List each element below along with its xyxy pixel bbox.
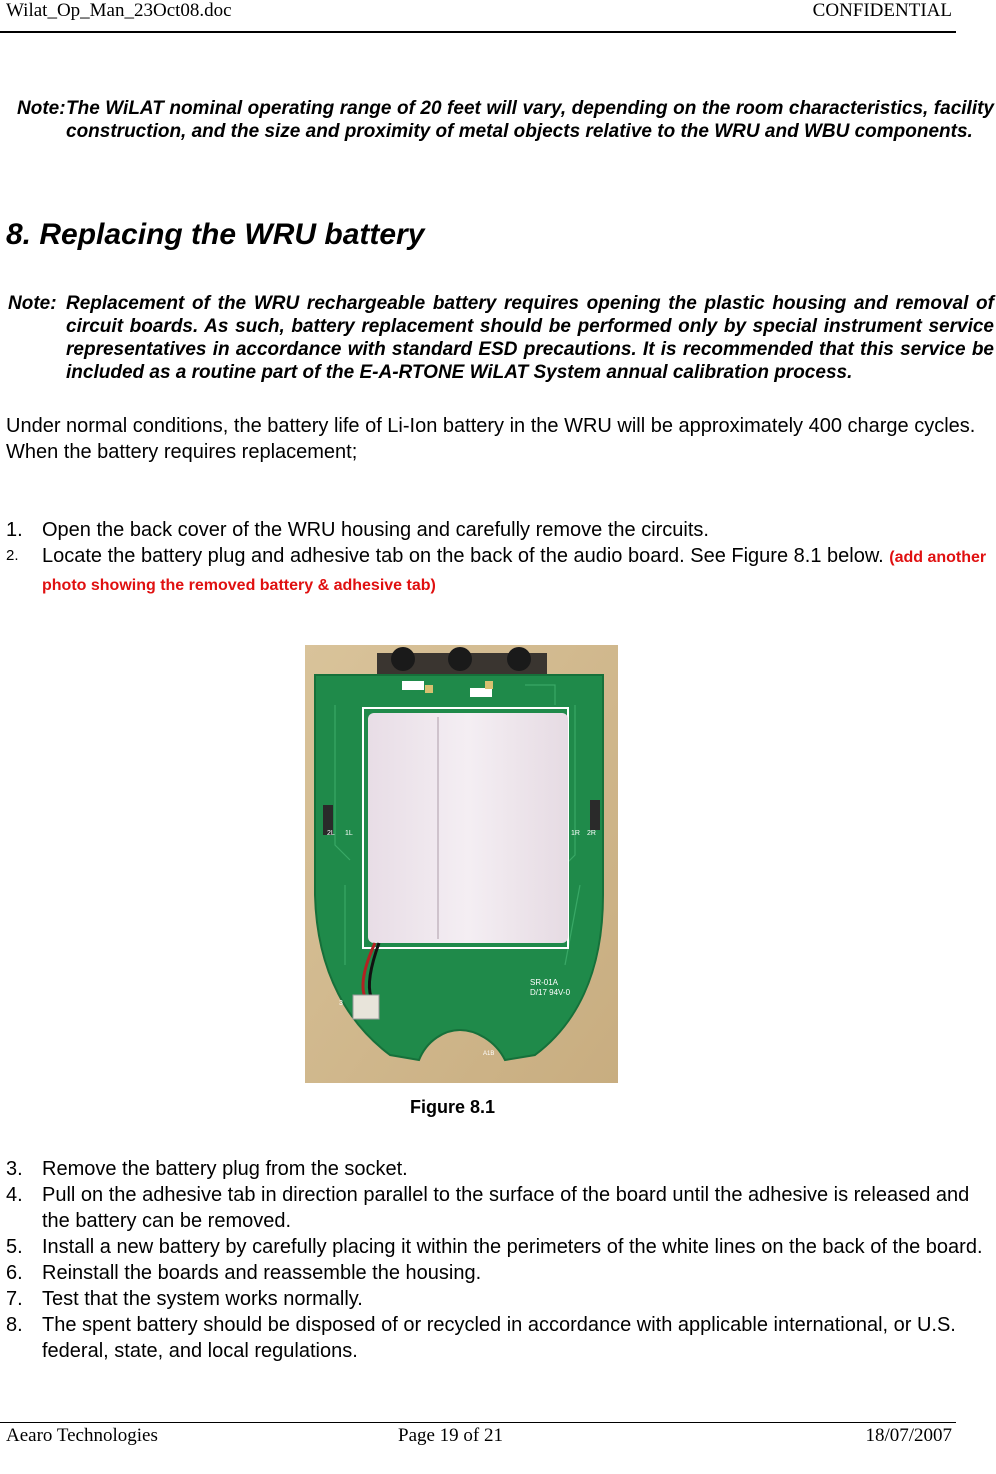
- list-item: [6, 1182, 996, 1234]
- header-filename: Wilat_Op_Man_23Oct08.doc: [6, 0, 232, 21]
- intro-paragraph: Under normal conditions, the battery life of Li-Ion battery in the WRU will be approximately 400 charge cycles. When the battery requires replacement;: [6, 415, 976, 463]
- step-text: The spent battery should be disposed of or recycled in accordance with applicable international, or U.S. federal, state, and local regulations.: [42, 1314, 956, 1362]
- list-item: [6, 1286, 996, 1312]
- step-text: Reinstall the boards and reassemble the housing.: [42, 1262, 482, 1284]
- list-item: [6, 1156, 996, 1182]
- step-text: Pull on the adhesive tab in direction parallel to the surface of the board until the adhesive is released and the battery can be removed.: [42, 1184, 970, 1232]
- step-text: Install a new battery by carefully placing it within the perimeters of the white lines on the back of the board.: [42, 1236, 983, 1258]
- footer-date: 18/07/2007: [865, 1425, 952, 1446]
- list-item: [6, 517, 996, 543]
- steps-list-after: [6, 1156, 996, 1364]
- list-item: [6, 1312, 996, 1364]
- note-label: Note:: [8, 293, 57, 314]
- step-text: Locate the battery plug and adhesive tab on the back of the audio board. See Figure 8.1 below.: [42, 545, 890, 567]
- footer-page-number: Page 19 of 21: [398, 1425, 504, 1446]
- step-text: Remove the battery plug from the socket.: [42, 1158, 408, 1180]
- steps-list-before: [6, 517, 996, 599]
- step-number: 2.: [6, 547, 19, 564]
- note-label: Note:: [17, 98, 66, 119]
- step-text: Open the back cover of the WRU housing and carefully remove the circuits.: [42, 519, 709, 541]
- figure-photo-pcb-battery: [305, 645, 618, 1083]
- note-text: The WiLAT nominal operating range of 20 feet will vary, depending on the room characteristics, facility construction, and the size and proximity of metal objects relative to the WRU and WBU components.: [66, 98, 994, 142]
- step-number: 1.: [6, 519, 23, 541]
- figure-caption: Figure 8.1: [410, 1097, 496, 1117]
- step-number: 7.: [6, 1288, 23, 1310]
- section-title: 8. Replacing the WRU battery: [6, 218, 425, 251]
- step-text: Test that the system works normally.: [42, 1288, 363, 1310]
- pcb-label: 1R: [571, 830, 580, 837]
- note-operating-range: [8, 97, 994, 143]
- footer-rule: [0, 1422, 956, 1423]
- header-rule: [0, 31, 956, 33]
- header-classification: CONFIDENTIAL: [812, 0, 952, 21]
- pcb-label: A1B: [483, 1051, 495, 1057]
- pcb-label: 1L: [345, 830, 353, 837]
- pcb-label: D/17 94V-0: [530, 988, 571, 997]
- pcb-label: SR-01A: [530, 978, 559, 987]
- pcb-label: 2R: [587, 830, 596, 837]
- footer-company: Aearo Technologies: [6, 1425, 158, 1446]
- note-battery-replacement: [8, 292, 994, 384]
- list-item: [6, 543, 996, 599]
- step-number: 4.: [6, 1184, 23, 1206]
- list-item: [6, 1234, 996, 1260]
- pcb-label: 3: [339, 1000, 343, 1007]
- note-text: Replacement of the WRU rechargeable battery requires opening the plastic housing and removal of circuit boards. As such, battery replacement should be performed only by special instrument service representatives in accordance with standard ESD precautions. It is recommended that this service be included as a routine part of the E-A-RTONE WiLAT System annual calibration process.: [66, 293, 994, 383]
- pcb-label: 2L: [327, 830, 335, 837]
- step-number: 5.: [6, 1236, 23, 1258]
- step-number: 6.: [6, 1262, 23, 1284]
- editor-note: (add another photo showing the removed battery & adhesive tab): [42, 549, 987, 594]
- step-number: 8.: [6, 1314, 23, 1336]
- list-item: [6, 1260, 996, 1286]
- step-number: 3.: [6, 1158, 23, 1180]
